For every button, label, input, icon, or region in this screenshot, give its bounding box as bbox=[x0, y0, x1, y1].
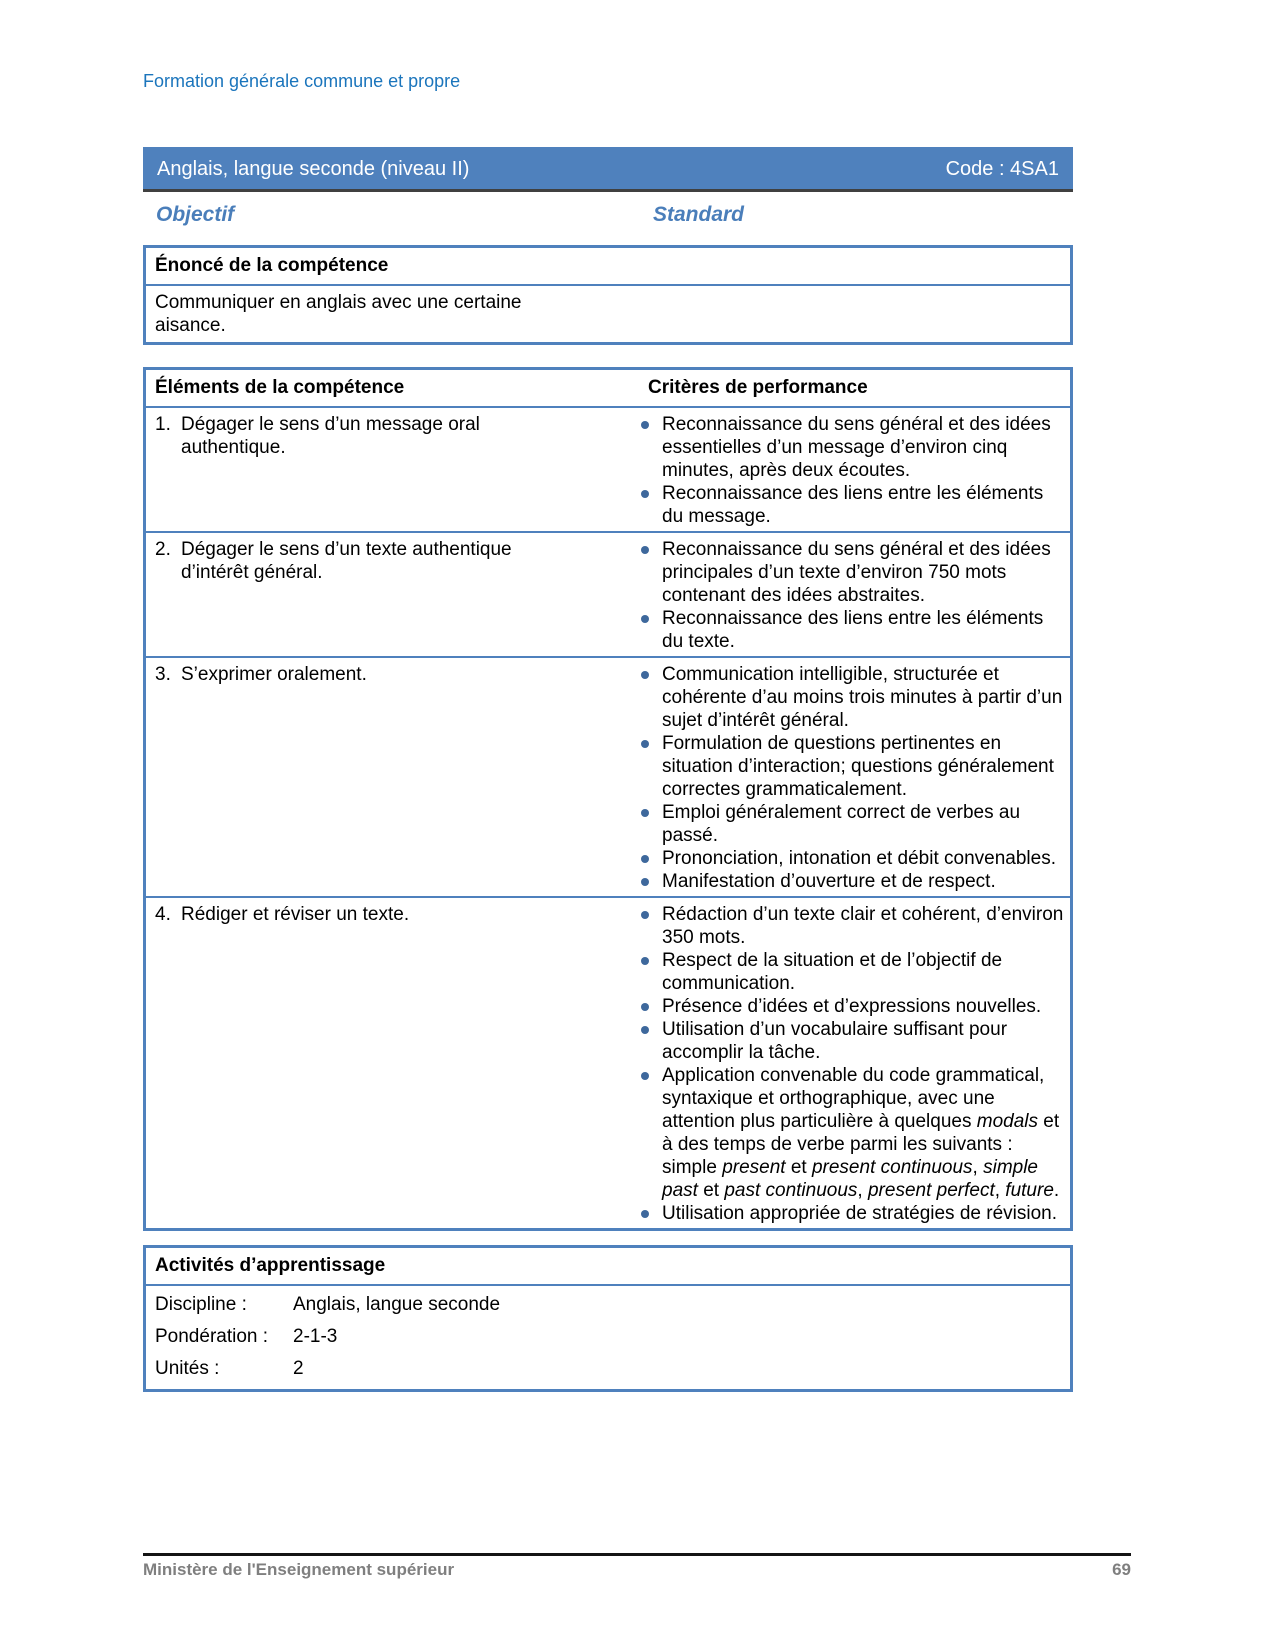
table-row bbox=[146, 408, 1070, 531]
criterion-item bbox=[634, 801, 1070, 847]
activites-box bbox=[143, 1245, 1073, 1392]
criteria-list bbox=[634, 663, 1070, 893]
criterion-text: Application convenable du code grammatical, syntaxique et orthographique, avec une attention plus particulière à quelques modals et à des temps de verbe parmi les suivants : simple present et present continuous, simple past et past continuous, present perfect, future. bbox=[662, 1065, 1060, 1201]
criterion-item bbox=[634, 995, 1070, 1018]
bullet-icon bbox=[641, 855, 649, 863]
bullet-icon bbox=[641, 957, 649, 965]
section-label: Formation générale commune et propre bbox=[143, 71, 461, 91]
page-footer bbox=[143, 1553, 1131, 1581]
element-item bbox=[155, 413, 634, 459]
criterion-item bbox=[634, 538, 1070, 607]
bullet-icon bbox=[641, 546, 649, 554]
element-item bbox=[155, 663, 634, 686]
activites-rows bbox=[146, 1286, 1070, 1389]
criterion-text: Communication intelligible, structurée et cohérente d’au moins trois minutes à partir d’un sujet d’intérêt général. bbox=[662, 664, 1063, 731]
footer-ministry: Ministère de l'Enseignement supérieur bbox=[143, 1560, 455, 1579]
criteres-column-header: Critères de performance bbox=[648, 377, 868, 398]
bullet-icon bbox=[641, 911, 649, 919]
footer-page-number: 69 bbox=[1112, 1560, 1131, 1579]
bullet-icon bbox=[641, 490, 649, 498]
bullet-icon bbox=[641, 615, 649, 623]
element-text: S’exprimer oralement. bbox=[181, 664, 367, 685]
course-banner bbox=[143, 147, 1073, 192]
footer-rule bbox=[143, 1553, 1131, 1556]
element-item bbox=[155, 903, 634, 926]
activite-label: Discipline : bbox=[155, 1294, 247, 1315]
criterion-item bbox=[634, 482, 1070, 528]
table-row bbox=[146, 531, 1070, 656]
criterion-item bbox=[634, 663, 1070, 732]
criterion-item bbox=[634, 1064, 1070, 1202]
criterion-item bbox=[634, 949, 1070, 995]
activite-label: Unités : bbox=[155, 1358, 220, 1379]
enonce-header: Énoncé de la compétence bbox=[146, 248, 1070, 286]
criterion-text: Rédaction d’un texte clair et cohérent, d’environ 350 mots. bbox=[662, 904, 1064, 948]
criterion-item bbox=[634, 607, 1070, 653]
column-headings bbox=[143, 202, 1073, 228]
element-item bbox=[155, 538, 634, 584]
element-number: 2. bbox=[155, 539, 171, 560]
criterion-item bbox=[634, 1018, 1070, 1064]
criterion-text: Reconnaissance du sens général et des idées essentielles d’un message d’environ cinq minutes, après deux écoutes. bbox=[662, 414, 1051, 481]
bullet-icon bbox=[641, 1026, 649, 1034]
criterion-text: Utilisation d’un vocabulaire suffisant pour accomplir la tâche. bbox=[662, 1019, 1008, 1063]
table-row bbox=[146, 896, 1070, 1228]
criterion-text: Emploi généralement correct de verbes au passé. bbox=[662, 802, 1021, 846]
enonce-body: Communiquer en anglais avec une certaine aisance. bbox=[155, 292, 522, 336]
criterion-text: Prononciation, intonation et débit convenables. bbox=[662, 848, 1056, 869]
criterion-item bbox=[634, 732, 1070, 801]
criterion-item bbox=[634, 413, 1070, 482]
criterion-item bbox=[634, 870, 1070, 893]
element-text: Rédiger et réviser un texte. bbox=[181, 904, 410, 925]
activite-row bbox=[155, 1353, 1070, 1385]
bullet-icon bbox=[641, 421, 649, 429]
criterion-text: Utilisation appropriée de stratégies de révision. bbox=[662, 1203, 1057, 1224]
criterion-text: Reconnaissance des liens entre les éléments du message. bbox=[662, 483, 1044, 527]
activite-row bbox=[155, 1321, 1070, 1353]
bullet-icon bbox=[641, 1003, 649, 1011]
element-number: 1. bbox=[155, 414, 171, 435]
activites-header: Activités d’apprentissage bbox=[146, 1248, 1070, 1286]
criterion-text: Présence d’idées et d’expressions nouvelles. bbox=[662, 996, 1042, 1017]
table-header-row bbox=[146, 370, 1070, 408]
bullet-icon bbox=[641, 671, 649, 679]
bullet-icon bbox=[641, 878, 649, 886]
activite-label: Pondération : bbox=[155, 1326, 269, 1347]
criteria-list bbox=[634, 538, 1070, 653]
activite-value: 2-1-3 bbox=[293, 1326, 338, 1347]
activite-value: Anglais, langue seconde bbox=[293, 1294, 501, 1315]
criterion-text: Manifestation d’ouverture et de respect. bbox=[662, 871, 996, 892]
bullet-icon bbox=[641, 740, 649, 748]
criterion-item bbox=[634, 847, 1070, 870]
criterion-text: Reconnaissance des liens entre les éléments du texte. bbox=[662, 608, 1044, 652]
element-text: Dégager le sens d’un texte authentique d’intérêt général. bbox=[181, 539, 512, 583]
enonce-box bbox=[143, 245, 1073, 345]
bullet-icon bbox=[641, 1210, 649, 1218]
criterion-text: Formulation de questions pertinentes en situation d’interaction; questions généralement correctes grammaticalement. bbox=[662, 733, 1054, 800]
criterion-text: Reconnaissance du sens général et des idées principales d’un texte d’environ 750 mots contenant des idées abstraites. bbox=[662, 539, 1051, 606]
element-text: Dégager le sens d’un message oral authentique. bbox=[181, 414, 480, 458]
activite-row bbox=[155, 1289, 1070, 1321]
elements-column-header: Éléments de la compétence bbox=[155, 377, 405, 398]
criterion-item bbox=[634, 903, 1070, 949]
bullet-icon bbox=[641, 1072, 649, 1080]
bullet-icon bbox=[641, 809, 649, 817]
course-code: Code : 4SA1 bbox=[945, 158, 1059, 180]
standard-heading: Standard bbox=[653, 203, 745, 226]
criteria-list bbox=[634, 413, 1070, 528]
table-body bbox=[146, 408, 1070, 1228]
course-title: Anglais, langue seconde (niveau II) bbox=[157, 158, 470, 180]
competence-table bbox=[143, 367, 1073, 1231]
criterion-text: Respect de la situation et de l’objectif de communication. bbox=[662, 950, 1003, 994]
element-number: 4. bbox=[155, 904, 171, 925]
element-number: 3. bbox=[155, 664, 171, 685]
criterion-item bbox=[634, 1202, 1070, 1225]
activite-value: 2 bbox=[293, 1358, 304, 1379]
table-row bbox=[146, 656, 1070, 896]
criteria-list bbox=[634, 903, 1070, 1225]
objectif-heading: Objectif bbox=[156, 203, 235, 226]
